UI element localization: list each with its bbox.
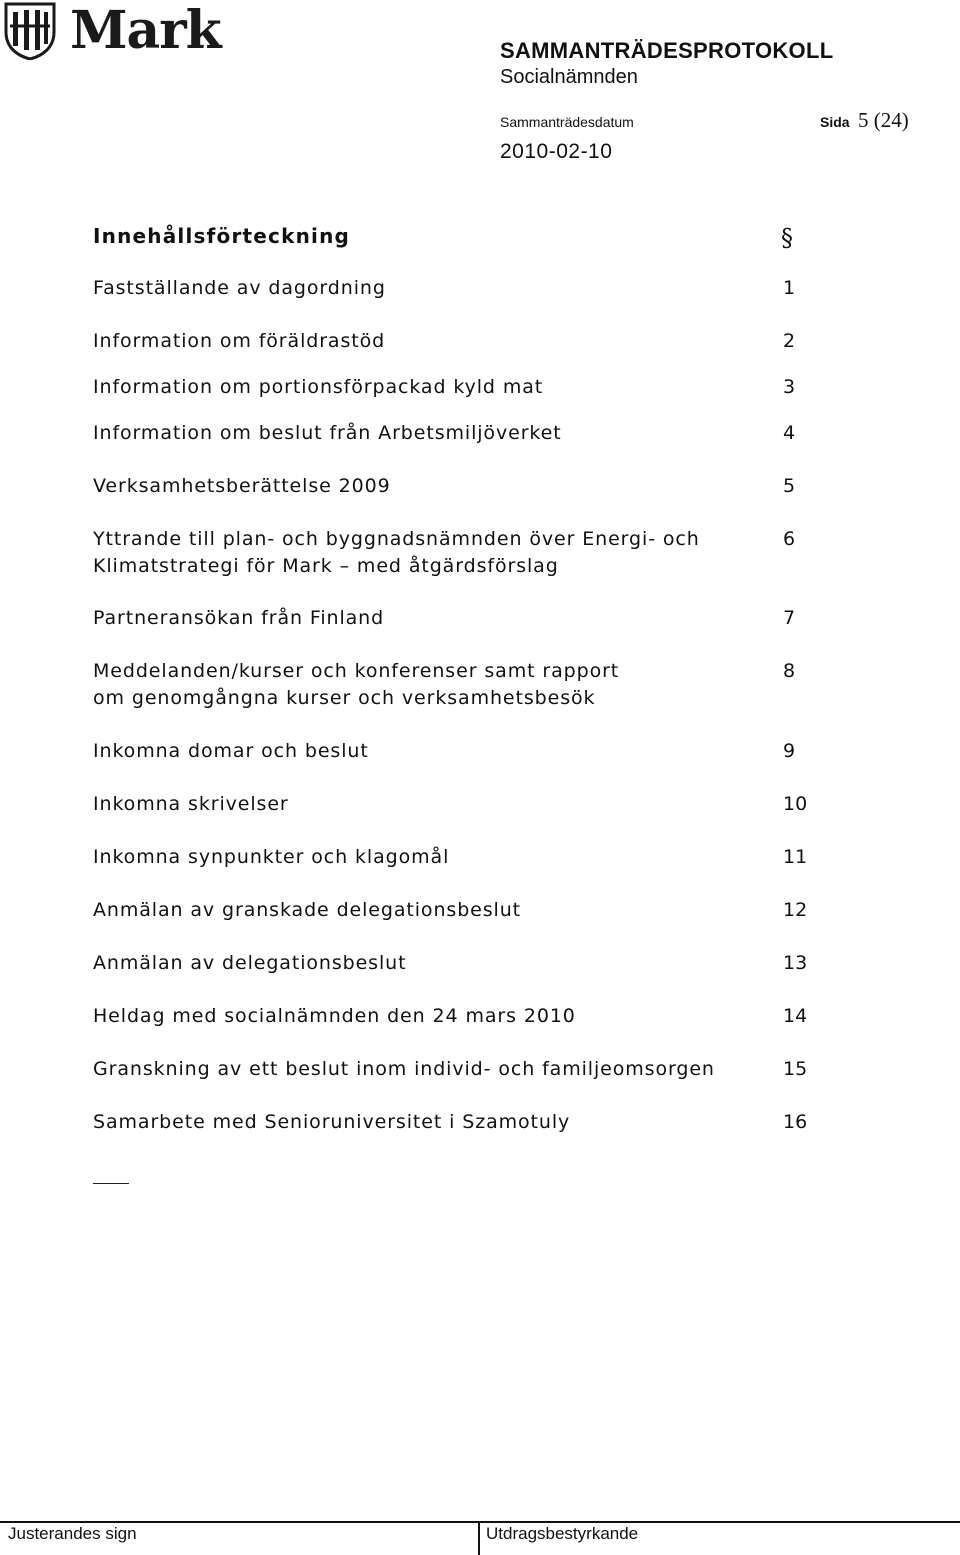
committee-name: Socialnämnden [500,66,638,88]
toc-entry-title: Partneransökan från Finland [93,607,385,629]
toc-entry-title: Yttrande till plan- och byggnadsnämnden över Energi- och [93,528,700,550]
toc-entry-title: Inkomna synpunkter och klagomål [93,846,450,868]
toc-entry-number: 16 [783,1111,808,1133]
toc-entry-title: Heldag med socialnämnden den 24 mars 2010 [93,1005,576,1027]
toc-entry-number: 10 [783,793,808,815]
toc-entry-title: Samarbete med Senioruniversitet i Szamotuly [93,1111,571,1133]
toc-entry-number: 15 [783,1058,808,1080]
toc-entry-title: Information om portionsförpackad kyld mat [93,376,544,398]
toc-entry-number: 6 [783,528,796,550]
page-number: 5 (24) [858,108,909,132]
toc-entry-number: 11 [783,846,808,868]
toc-entry-title: Verksamhetsberättelse 2009 [93,475,391,497]
toc-entry-number: 14 [783,1005,808,1027]
toc-entry-title: Information om föräldrastöd [93,330,386,352]
page-label: Sida [820,114,850,130]
toc-entry-title: Information om beslut från Arbetsmiljöverket [93,422,562,444]
toc-entry-title: Meddelanden/kurser och konferenser samt rapport [93,660,620,682]
toc-entry-number: 12 [783,899,808,921]
coat-of-arms-icon [4,2,56,60]
page-indicator [820,108,909,133]
toc-entry-number: 1 [783,277,796,299]
toc-entry-number: 13 [783,952,808,974]
toc-entry-number: 9 [783,740,796,762]
signature-label: Justerandes sign [8,1524,137,1543]
toc-entry-number: 2 [783,330,796,352]
toc-entry-title: Anmälan av granskade delegationsbeslut [93,899,522,921]
footer-column-divider [478,1521,480,1555]
meeting-date: 2010-02-10 [500,140,613,163]
toc-entry-title: Granskning av ett beslut inom individ- och familjeomsorgen [93,1058,715,1080]
document-title: SAMMANTRÄDESPROTOKOLL [500,38,834,63]
certification-label: Utdragsbestyrkande [486,1524,639,1543]
toc-entry-title: Inkomna skrivelser [93,793,289,815]
header-logo [4,2,221,60]
footer-divider [0,1521,960,1523]
end-rule [93,1183,129,1184]
logo-wordmark: Mark [70,0,221,61]
toc-entry-title: Inkomna domar och beslut [93,740,369,762]
toc-entry-title-continued: om genomgångna kurser och verksamhetsbesök [93,687,596,709]
toc-entry-number: 7 [783,607,796,629]
toc-entry-title-continued: Klimatstrategi för Mark – med åtgärdsförslag [93,555,559,577]
toc-heading: Innehållsförteckning [93,224,351,248]
meeting-date-label: Sammanträdesdatum [500,114,634,130]
toc-entry-number: 5 [783,475,796,497]
section-symbol: § [781,224,793,252]
toc-entry-number: 3 [783,376,796,398]
toc-entry-number: 8 [783,660,796,682]
toc-entry-title: Anmälan av delegationsbeslut [93,952,407,974]
toc-entry-number: 4 [783,422,796,444]
toc-entry-title: Fastställande av dagordning [93,277,386,299]
